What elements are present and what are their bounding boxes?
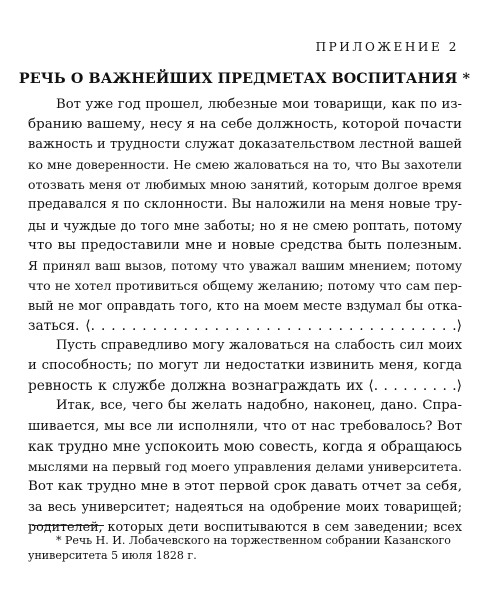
text-line: Итак, все, чего бы желать надобно, наконец, дано. Спра- — [56, 398, 462, 414]
footnote-divider — [32, 525, 104, 526]
text-line: за весь университет; надеяться на одобрение моих товарищей; — [28, 498, 462, 514]
text-line: Вот как трудно мне в этот первой срок давать отчет за себя, — [28, 478, 462, 494]
speech-body — [28, 95, 462, 537]
text-line: что не хотел противиться общему желанию; потому что сам пер- — [28, 277, 462, 293]
text-line: Я принял ваш вызов, потому что уважал вашим мнением; потому — [28, 258, 462, 273]
text-line: ревность к службе должна вознаграждать их ⟨. . . . . . . . .⟩ — [28, 378, 462, 395]
footnote-line: * Речь Н. И. Лобачевского на торжественном собрании Казанского — [56, 534, 451, 547]
text-line: предавался я по склонности. Вы наложили на меня новые тру- — [28, 197, 462, 213]
text-line: вый не мог оправдать того, кто на моем месте вздумал бы отка- — [28, 297, 462, 313]
text-line: заться. ⟨. . . . . . . . . . . . . . . . . . . . . . . . . . . . . . . . . . . .⟩ — [28, 318, 462, 335]
footnote — [28, 534, 462, 563]
text-line: и способность; по могут ли недостатки извинить меня, когда — [28, 358, 462, 374]
text-line: ко мне доверенности. Не смею жаловаться на то, что Вы захотели — [28, 158, 462, 173]
text-line: отозвать меня от любимых мною занятий, которым долгое время — [28, 177, 462, 193]
text-line: ды и чуждые до того мне заботы; но я не смею роптать, потому — [28, 217, 462, 233]
text-line: Пусть справедливо могу жаловаться на слабость сил моих — [56, 338, 462, 354]
speech-title: РЕЧЬ О ВАЖНЕЙШИХ ПРЕДМЕТАХ ВОСПИТАНИЯ * — [18, 71, 471, 87]
text-line: Вот уже год прошел, любезные мои товарищи, как по из- — [56, 97, 462, 112]
appendix-heading: ПРИЛОЖЕНИЕ 2 — [315, 40, 459, 54]
text-line: бранию вашему, несу я на себе должность, которой почасти — [28, 117, 462, 133]
text-line: важность и трудности служат доказательством лестной вашей — [28, 137, 462, 153]
text-line: что вы предоставили мне и новые средства быть полезным. — [28, 237, 462, 253]
text-line: родителей, которых дети воспитываются в сем заведении; всех — [28, 518, 462, 534]
footnote-line: университета 5 июля 1828 г. — [28, 548, 197, 562]
text-line: шивается, мы все ли исполняли, что от нас требовалось? Вот — [28, 418, 462, 434]
text-line: мыслями на первый год моего управления делами университета. — [28, 458, 462, 474]
text-line: как трудно мне успокоить мою совесть, когда я обращаюсь — [28, 438, 462, 455]
